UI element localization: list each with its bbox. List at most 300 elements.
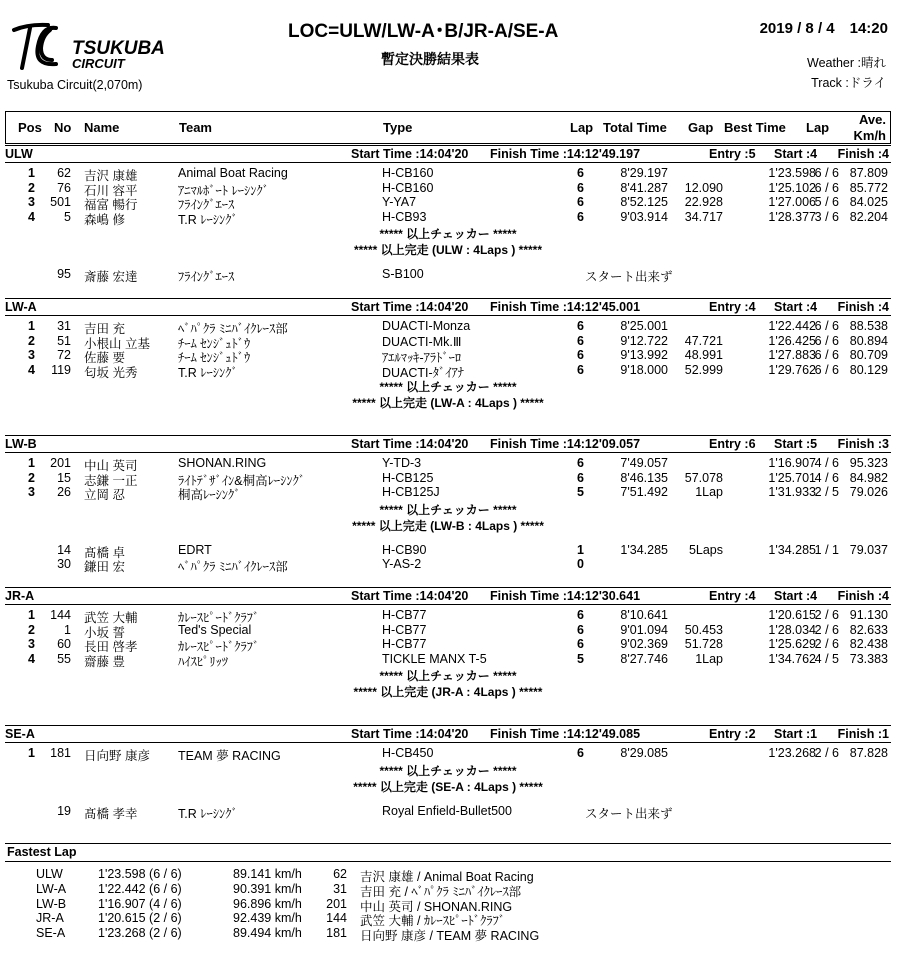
col-pos: Pos [18,120,42,135]
cell-name: 立岡 忍 [84,488,125,503]
cell-best: 1'34.285 [768,542,816,557]
cell-best: 1'29.762 [768,362,816,377]
result-row [5,181,891,196]
fastest-speed: 92.439 km/h [233,911,302,926]
cell-total: 8'41.287 [620,180,668,195]
cell-name: 髙橋 卓 [84,545,125,560]
result-row [5,210,891,225]
cell-team: EDRT [178,542,212,557]
cell-lap: 6 [577,319,584,333]
fastest-speed: 89.141 km/h [233,867,302,881]
cell-name: 小根山 立基 [84,336,150,351]
cell-ave: 82.633 [849,622,888,637]
track-label: Track :ドライ [811,76,886,90]
col-total-time: Total Time [603,120,667,135]
cell-no: 60 [57,637,71,652]
cell-name: 吉田 充 [84,322,125,336]
fastest-lap-row [0,896,900,914]
class-name: LW-A [5,300,37,314]
cell-name: 斎藤 宏達 [84,270,138,285]
cell-no: 95 [57,267,71,282]
cell-total: 7'51.492 [620,485,668,500]
start-count: Start :4 [774,589,818,603]
finish-time: Finish Time :14:12'09.057 [490,437,641,451]
cell-lap: 6 [577,209,584,224]
cell-best: 1'28.034 [768,622,816,637]
fastest-cls: ULW [36,867,63,881]
cell-lap: 6 [577,746,584,760]
cell-total: 8'46.135 [620,470,668,485]
cell-dns: スタート出来ず [585,270,673,285]
complete-note: ***** 以上完走 (SE-A : 4Laps ) ***** [353,779,543,794]
cell-name: 吉沢 康雄 [84,169,138,183]
cell-pos: 3 [28,637,35,652]
extra-rows [5,804,891,819]
cell-no: 1 [64,622,71,637]
cell-best: 1'20.615 [768,608,816,622]
cell-type: Royal Enfield-Bullet500 [382,803,512,818]
complete-note: ***** 以上完走 (ULW : 4Laps ) ***** [353,243,543,258]
class-name: JR-A [5,589,35,603]
cell-ave: 84.025 [849,195,888,210]
cell-gap: 50.453 [684,622,723,637]
cell-name: 髙橋 孝幸 [84,806,138,821]
cell-team: ｶﾚｰｽﾋﾟｰﾄﾞｸﾗﾌﾞ [178,611,260,625]
fastest-time: 1'22.442 (6 / 6) [98,881,182,896]
cell-total: 9'13.992 [620,348,668,363]
class-header [5,437,891,453]
cell-name: 石川 容平 [84,183,138,198]
cell-lap: 6 [577,348,584,363]
result-row [5,456,891,471]
cell-pos: 2 [28,180,35,195]
cell-no: 55 [57,651,71,666]
fastest-cls: SE-A [36,926,66,941]
cell-team: ﾁｰﾑ ｾﾝｼﾞｭﾄﾞｳ [178,351,251,366]
cell-type: H-CB77 [382,622,427,637]
start-count: Start :1 [774,727,818,741]
cell-no: 501 [50,195,71,210]
cell-lap: 6 [577,637,584,652]
result-row [5,746,891,761]
fastest-who: 吉田 充 / ﾍﾞﾊﾟｸﾗ ﾐﾆﾊﾞｲｸﾚｰｽ部 [360,884,522,899]
col-name: Name [84,120,120,135]
fastest-time: 1'23.598 (6 / 6) [98,867,182,881]
cell-team: ﾁｰﾑ ｾﾝｼﾞｭﾄﾞｳ [178,336,251,351]
cell-total: 7'49.057 [620,456,668,470]
cell-no: 5 [64,209,71,224]
cell-name: 中山 英司 [84,459,138,473]
cell-no: 15 [57,470,71,485]
cell-pos: 3 [28,195,35,210]
cell-type: H-CB160 [382,166,434,180]
finish-time: Finish Time :14:12'30.641 [490,589,641,603]
class-divider [5,587,891,588]
entry-count: Entry :5 [709,147,756,161]
cell-no: 62 [57,166,71,180]
checker-note: ***** 以上チェッカー ***** [379,763,517,778]
cell-best: 1'23.598 [768,166,816,180]
start-time: Start Time :14:04'20 [351,437,469,451]
cell-blap: 4 / 6 [814,456,839,470]
result-row [5,471,891,486]
finish-time: Finish Time :14:12'49.197 [490,147,641,161]
result-rows [5,743,891,761]
fastest-who: 中山 英司 / SHONAN.RING [360,899,513,914]
cell-pos: 4 [28,209,35,224]
cell-type: H-CB93 [382,209,427,224]
cell-ave: 79.026 [849,485,888,500]
cell-name: 福富 暢行 [84,198,138,213]
cell-name: 志鎌 一正 [84,473,138,488]
fastest-speed: 96.896 km/h [233,896,302,911]
col-lap: Lap [570,120,594,135]
fastest-time: 1'23.268 (2 / 6) [98,926,182,941]
cell-team: ﾍﾞﾊﾟｸﾗ ﾐﾆﾊﾞｲｸﾚｰｽ部 [178,322,288,336]
result-rows [5,453,891,503]
cell-name: 小坂 誓 [84,625,125,640]
cell-total: 9'18.000 [620,362,668,377]
cell-no: 51 [57,333,71,348]
start-time: Start Time :14:04'20 [351,589,469,603]
cell-ave: 85.772 [849,180,888,195]
entry-count: Entry :2 [709,727,756,741]
cell-name: 鎌田 宏 [84,560,125,575]
cell-type: S-B100 [382,267,424,282]
finish-count: Finish :4 [837,300,889,314]
cell-pos: 3 [28,485,35,500]
cell-blap: 4 / 6 [814,470,839,485]
result-rows [5,605,891,669]
result-row [5,652,891,667]
cell-lap: 6 [577,195,584,210]
cell-lap: 1 [577,542,584,557]
cell-blap: 6 / 6 [814,362,839,377]
cell-no: 144 [50,608,71,622]
cell-best: 1'23.268 [768,746,816,760]
cell-pos: 2 [28,470,35,485]
cell-lap: 5 [577,485,584,500]
cell-name: 齋藤 豊 [84,654,125,669]
fastest-no: 62 [333,867,347,881]
finish-count: Finish :1 [837,727,889,741]
cell-team: Animal Boat Racing [178,166,288,180]
cell-gap: 1Lap [695,651,723,666]
cell-pos: 1 [28,746,35,760]
cell-no: 30 [57,557,71,572]
svg-text:CIRCUIT: CIRCUIT [72,56,125,71]
col-no: No [54,120,72,135]
checker-note: ***** 以上チェッカー ***** [379,380,517,395]
cell-type: H-CB77 [382,637,427,652]
class-divider [5,435,891,436]
cell-gap: 1Lap [695,485,723,500]
page-title: LOC=ULW/LW-A･B/JR-A/SE-A [288,21,559,42]
cell-team: T.R ﾚｰｼﾝｸﾞ [178,212,238,227]
cell-team: T.R ﾚｰｼﾝｸﾞ [178,806,238,821]
entry-count: Entry :4 [709,300,756,314]
result-row [5,804,891,819]
cell-blap: 2 / 6 [814,622,839,637]
col-ave: Ave. [859,112,886,127]
cell-no: 201 [50,456,71,470]
results-column-header [5,111,891,144]
circuit-name: Tsukuba Circuit(2,070m) [7,78,143,92]
class-section-lw-b [5,437,891,575]
class-name: LW-B [5,437,37,451]
extra-rows [5,267,891,285]
cell-name: 日向野 康彦 [84,749,150,763]
cell-gap: 34.717 [684,209,723,224]
result-row [5,267,891,285]
cell-gap: 5Laps [688,542,723,557]
complete-note: ***** 以上完走 (LW-A : 4Laps ) ***** [352,396,544,411]
cell-gap: 22.928 [684,195,723,210]
start-time: Start Time :14:04'20 [351,147,469,161]
class-divider [5,145,891,146]
col-team: Team [179,120,212,135]
finish-time: Finish Time :14:12'49.085 [490,727,641,741]
cell-pos: 4 [28,362,35,377]
result-row [5,485,891,503]
class-header [5,727,891,743]
cell-blap: 1 / 1 [814,542,839,557]
cell-best: 1'34.762 [768,651,816,666]
fastest-speed: 90.391 km/h [233,881,302,896]
fastest-cls: JR-A [36,911,64,926]
class-header [5,147,891,163]
cell-team: ｶﾚｰｽﾋﾟｰﾄﾞｸﾗﾌﾞ [178,640,260,655]
start-count: Start :4 [774,147,818,161]
result-row [5,608,891,623]
fastest-lap-row [0,881,900,899]
cell-lap: 6 [577,362,584,377]
result-rows [5,163,891,227]
cell-no: 26 [57,485,71,500]
cell-no: 119 [51,362,71,377]
cell-blap: 2 / 5 [814,485,839,500]
cell-no: 76 [57,180,71,195]
cell-total: 9'03.914 [620,209,668,224]
start-count: Start :4 [774,300,818,314]
checker-note: ***** 以上チェッカー ***** [379,502,517,517]
result-row [5,348,891,366]
cell-lap: 6 [577,608,584,622]
cell-blap: 6 / 6 [814,166,839,180]
cell-type: Y-AS-2 [382,557,422,572]
cell-team: T.R ﾚｰｼﾝｸﾞ [178,365,238,380]
cell-ave: 82.438 [849,637,888,652]
col-kmh: Km/h [853,128,886,143]
fastest-no: 181 [326,926,347,941]
cell-blap: 6 / 6 [814,348,839,363]
cell-ave: 88.538 [849,319,888,333]
cell-name: 匂坂 光秀 [84,365,138,380]
cell-team: TEAM 夢 RACING [178,749,281,763]
cell-gap: 57.078 [684,470,723,485]
cell-total: 9'01.094 [620,622,668,637]
cell-total: 8'29.085 [620,746,668,760]
complete-note: ***** 以上完走 (LW-B : 4Laps ) ***** [352,518,544,533]
cell-pos: 2 [28,333,35,348]
cell-total: 8'29.197 [620,166,668,180]
svg-text:TSUKUBA: TSUKUBA [72,38,165,59]
cell-ave: 87.828 [849,746,888,760]
fastest-no: 144 [326,911,347,926]
fastest-lap-title: Fastest Lap [7,845,77,859]
class-header [5,589,891,605]
cell-type: TICKLE MANX T-5 [382,651,487,666]
fastest-time: 1'16.907 (4 / 6) [98,896,182,911]
cell-no: 72 [57,348,71,363]
cell-type: H-CB450 [382,746,434,760]
cell-name: 武笠 大輔 [84,611,138,625]
start-time: Start Time :14:04'20 [351,727,469,741]
cell-ave: 80.894 [849,333,888,348]
class-divider [5,298,891,299]
cell-lap: 6 [577,456,584,470]
cell-team: ﾗｲﾄﾃﾞｻﾞｲﾝ&桐高ﾚｰｼﾝｸﾞ [178,473,306,488]
cell-gap: 52.999 [684,362,723,377]
cell-blap: 2 / 6 [814,637,839,652]
cell-total: 8'10.641 [620,608,668,622]
cell-type: ｱｴﾙﾏｯｷ-ｱﾗﾄﾞｰﾛ [382,351,462,366]
cell-lap: 6 [577,166,584,180]
cell-lap: 6 [577,470,584,485]
cell-name: 佐藤 要 [84,351,125,366]
cell-team: 桐高ﾚｰｼﾝｸﾞ [178,488,241,503]
cell-pos: 4 [28,651,35,666]
cell-blap: 6 / 6 [814,180,839,195]
cell-total: 8'52.125 [620,195,668,210]
cell-ave: 84.982 [849,470,888,485]
report-datetime: 2019 / 8 / 4 14:20 [759,20,888,37]
fastest-cls: LW-B [36,896,67,911]
entry-count: Entry :4 [709,589,756,603]
cell-team: ﾌﾗｲﾝｸﾞｴｰｽ [178,198,235,213]
cell-no: 31 [57,319,71,333]
cell-ave: 95.323 [849,456,888,470]
cell-no: 181 [50,746,71,760]
cell-best: 1'28.377 [768,209,816,224]
cell-total: 9'02.369 [620,637,668,652]
result-row [5,637,891,655]
entry-count: Entry :6 [709,437,756,451]
result-row [5,623,891,638]
class-section-lw-a [5,300,891,420]
cell-lap: 6 [577,180,584,195]
col-type: Type [383,120,413,135]
finish-time: Finish Time :14:12'45.001 [490,300,641,314]
cell-best: 1'25.102 [768,180,816,195]
col-best-lap: Lap [806,120,830,135]
fastest-lap-row [0,911,900,929]
fastest-speed: 89.494 km/h [233,926,302,941]
fastest-time: 1'20.615 (2 / 6) [98,911,182,926]
result-row [5,319,891,334]
cell-blap: 4 / 5 [814,651,839,666]
cell-best: 1'27.006 [768,195,816,210]
cell-dns: スタート出来ず [585,806,673,821]
cell-gap: 48.991 [684,348,723,363]
cell-pos: 1 [28,319,35,333]
result-row [5,334,891,349]
class-section-jr-a [5,589,891,709]
cell-blap: 2 / 6 [814,608,839,622]
cell-ave: 82.204 [849,209,888,224]
cell-name: 森嶋 修 [84,212,125,227]
cell-total: 8'25.001 [620,319,668,333]
cell-ave: 80.129 [849,362,888,377]
fastest-who: 吉沢 康雄 / Animal Boat Racing [360,870,534,884]
cell-gap: 47.721 [684,333,723,348]
finish-count: Finish :3 [837,437,889,451]
cell-best: 1'26.425 [768,333,816,348]
class-section-ulw [5,147,891,285]
cell-team: SHONAN.RING [178,456,267,470]
cell-best: 1'27.883 [768,348,816,363]
cell-total: 1'34.285 [620,542,668,557]
cell-blap: 6 / 6 [814,319,839,333]
finish-count: Finish :4 [837,589,889,603]
cell-lap: 5 [577,651,584,666]
cell-total: 9'12.722 [620,333,668,348]
cell-team: ﾊｲｽﾋﾟﾘｯﾂ [178,654,229,669]
result-rows [5,316,891,380]
fastest-lap-header [5,843,891,862]
class-section-se-a [5,727,891,821]
fastest-no: 201 [326,896,347,911]
cell-pos: 3 [28,348,35,363]
class-divider [5,725,891,726]
cell-lap: 0 [577,557,584,572]
fastest-lap-row [0,867,900,884]
cell-ave: 79.037 [849,542,888,557]
cell-gap: 51.728 [684,637,723,652]
cell-pos: 1 [28,166,35,180]
cell-blap: 6 / 6 [814,333,839,348]
cell-blap: 5 / 6 [814,195,839,210]
page-subtitle: 暫定決勝結果表 [381,51,479,67]
cell-ave: 91.130 [849,608,888,622]
cell-pos: 1 [28,608,35,622]
cell-type: DUACTI-Mk.Ⅲ [382,334,462,349]
cell-best: 1'22.442 [768,319,816,333]
result-row [5,543,891,558]
cell-lap: 6 [577,333,584,348]
col-best-time: Best Time [724,120,786,135]
result-row [5,363,891,378]
checker-note: ***** 以上チェッカー ***** [379,669,517,684]
cell-no: 19 [57,803,71,818]
cell-ave: 73.383 [849,651,888,666]
cell-best: 1'25.701 [768,470,816,485]
cell-total: 8'27.746 [620,651,668,666]
start-count: Start :5 [774,437,818,451]
cell-best: 1'16.907 [768,456,816,470]
result-row [5,557,891,575]
cell-blap: 3 / 6 [814,209,839,224]
cell-gap: 12.090 [684,180,723,195]
cell-type: H-CB125 [382,470,434,485]
result-row [5,166,891,181]
cell-type: Y-TD-3 [382,456,422,470]
cell-team: ｱﾆﾏﾙﾎﾞｰﾄ ﾚｰｼﾝｸﾞ [178,183,269,198]
cell-team: ﾌﾗｲﾝｸﾞｴｰｽ [178,270,235,285]
cell-type: Y-YA7 [382,195,417,210]
cell-pos: 1 [28,456,35,470]
cell-name: 長田 啓孝 [84,640,138,655]
